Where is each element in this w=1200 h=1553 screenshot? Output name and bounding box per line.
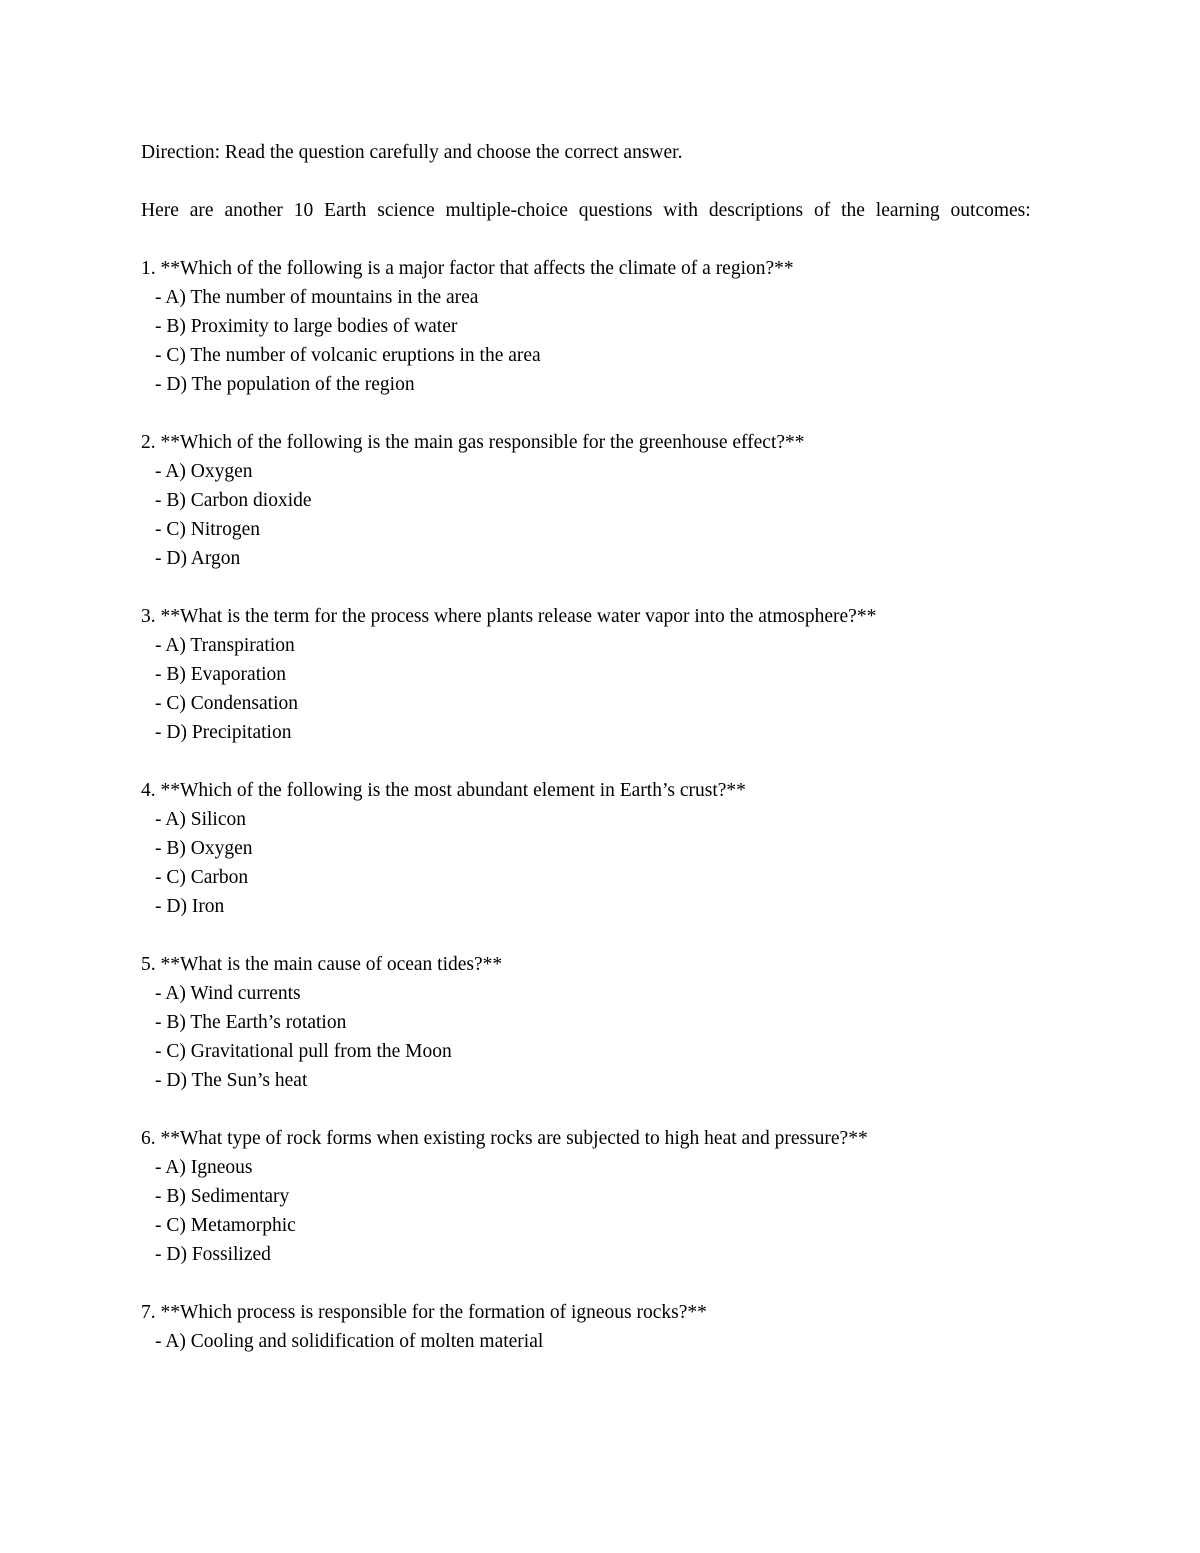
answer-options (141, 1327, 1059, 1356)
answer-option-a: - A) Wind currents (155, 983, 301, 1004)
question-4 (141, 776, 1059, 921)
answer-option-c: - C) Carbon (155, 867, 249, 888)
answer-option-d: - D) Argon (155, 548, 241, 569)
question-text: 3. **What is the term for the process where plants release water vapor into the atmosphere?** (141, 606, 877, 627)
answer-option-a: - A) Cooling and solidification of molten material (155, 1331, 544, 1352)
answer-option-d: - D) The Sun’s heat (155, 1070, 308, 1091)
answer-option-a: - A) Igneous (155, 1157, 253, 1178)
answer-options (141, 1153, 1059, 1269)
answer-option-b: - B) Carbon dioxide (155, 490, 312, 511)
intro-text: Here are another 10 Earth science multiple-choice questions with descriptions of the learning outcomes: (141, 200, 1031, 221)
answer-options (141, 631, 1059, 747)
answer-options (141, 805, 1059, 921)
answer-option-c: - C) Nitrogen (155, 519, 261, 540)
answer-option-b: - B) Oxygen (155, 838, 253, 859)
answer-option-b: - B) Evaporation (155, 664, 287, 685)
question-1 (141, 254, 1059, 399)
answer-option-c: - C) Metamorphic (155, 1215, 296, 1236)
direction-text: Direction: Read the question carefully and choose the correct answer. (141, 142, 683, 163)
question-text: 5. **What is the main cause of ocean tides?** (141, 954, 503, 975)
question-7 (141, 1298, 1059, 1356)
answer-option-c: - C) The number of volcanic eruptions in the area (155, 345, 541, 366)
answer-option-b: - B) Sedimentary (155, 1186, 290, 1207)
answer-option-a: - A) The number of mountains in the area (155, 287, 479, 308)
answer-options (141, 283, 1059, 399)
answer-option-b: - B) The Earth’s rotation (155, 1012, 347, 1033)
question-text: 7. **Which process is responsible for the formation of igneous rocks?** (141, 1302, 707, 1323)
answer-option-a: - A) Silicon (155, 809, 246, 830)
answer-options (141, 457, 1059, 573)
question-text: 4. **Which of the following is the most abundant element in Earth’s crust?** (141, 780, 746, 801)
answer-options (141, 979, 1059, 1095)
answer-option-d: - D) Iron (155, 896, 225, 917)
answer-option-a: - A) Transpiration (155, 635, 295, 656)
answer-option-d: - D) The population of the region (155, 374, 415, 395)
answer-option-b: - B) Proximity to large bodies of water (155, 316, 458, 337)
question-5 (141, 950, 1059, 1095)
question-6 (141, 1124, 1059, 1269)
question-2 (141, 428, 1059, 573)
answer-option-c: - C) Condensation (155, 693, 298, 714)
document-page (141, 138, 1059, 1385)
answer-option-d: - D) Fossilized (155, 1244, 271, 1265)
answer-option-c: - C) Gravitational pull from the Moon (155, 1041, 452, 1062)
question-text: 2. **Which of the following is the main gas responsible for the greenhouse effect?** (141, 432, 805, 453)
question-3 (141, 602, 1059, 747)
question-text: 1. **Which of the following is a major factor that affects the climate of a region?** (141, 258, 794, 279)
question-text: 6. **What type of rock forms when existing rocks are subjected to high heat and pressure?** (141, 1128, 868, 1149)
answer-option-d: - D) Precipitation (155, 722, 292, 743)
answer-option-a: - A) Oxygen (155, 461, 253, 482)
